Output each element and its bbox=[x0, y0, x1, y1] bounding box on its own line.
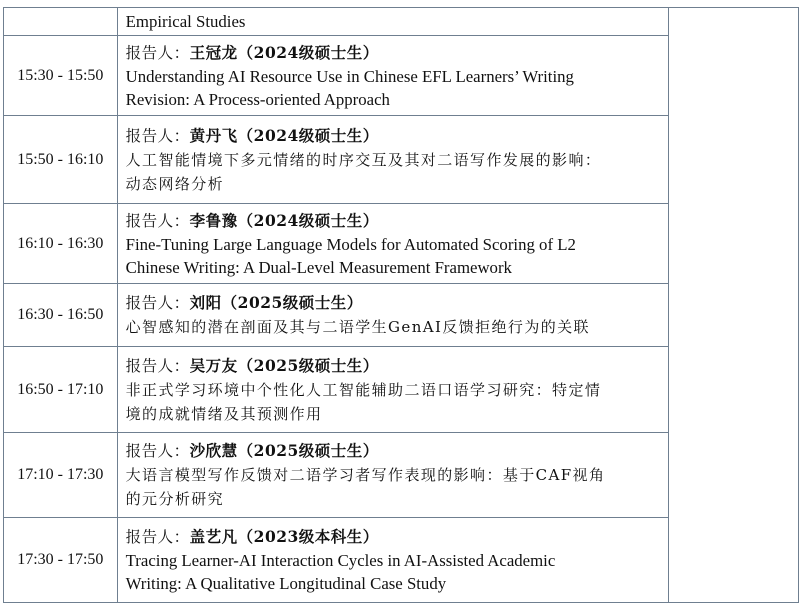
talk-title-line: Revision: A Process-oriented Approach bbox=[125, 89, 390, 109]
reporter-label: 报告人： bbox=[125, 528, 190, 546]
talk-title-line: Tracing Learner-AI Interaction Cycles in AI-Assisted Academic bbox=[125, 551, 556, 570]
reporter-line bbox=[126, 41, 668, 65]
talk-title-line: 境的成就情绪及其预测作用 bbox=[125, 404, 323, 423]
continued-title-fragment: Empirical Studies bbox=[125, 11, 246, 31]
schedule-table bbox=[3, 7, 799, 603]
time-cell-empty bbox=[4, 8, 118, 36]
talk-title-line: 的元分析研究 bbox=[125, 490, 225, 508]
time-slot: 16:30 - 16:50 bbox=[4, 284, 118, 347]
time-slot: 16:10 - 16:30 bbox=[4, 204, 118, 284]
reporter-label: 报告人： bbox=[125, 43, 190, 62]
reporter-name: 盖艺凡（2023级本科生） bbox=[189, 527, 379, 546]
talk-cell bbox=[117, 347, 668, 433]
talk-cell bbox=[117, 116, 668, 204]
time-slot: 17:10 - 17:30 bbox=[4, 433, 118, 518]
talk-cell bbox=[117, 433, 668, 518]
schedule-body bbox=[4, 8, 799, 603]
talk-cell bbox=[117, 284, 668, 347]
reporter-line bbox=[126, 124, 668, 148]
reporter-name: 王冠龙（2024级硕士生） bbox=[189, 42, 379, 62]
reporter-name: 黄丹飞（2024级硕士生） bbox=[189, 125, 379, 145]
reporter-label: 报告人： bbox=[125, 211, 190, 230]
time-slot: 17:30 - 17:50 bbox=[4, 518, 118, 603]
talk-title-line: 动态网络分析 bbox=[125, 174, 225, 193]
talk-cell bbox=[117, 518, 668, 603]
reporter-label: 报告人： bbox=[125, 356, 190, 375]
reporter-label: 报告人： bbox=[125, 294, 190, 312]
reporter-name: 李鲁豫（2024级硕士生） bbox=[189, 210, 379, 230]
table-row-continuation bbox=[4, 8, 799, 36]
time-slot: 16:50 - 17:10 bbox=[4, 347, 118, 433]
talk-title-line: 心智感知的潜在剖面及其与二语学生GenAI反馈拒绝行为的关联 bbox=[125, 318, 590, 336]
reporter-line bbox=[126, 439, 668, 463]
reporter-label: 报告人： bbox=[125, 442, 190, 460]
reporter-line bbox=[126, 354, 668, 378]
time-slot: 15:50 - 16:10 bbox=[4, 116, 118, 204]
talk-title-line: 大语言模型写作反馈对二语学习者写作表现的影响：基于CAF视角 bbox=[125, 466, 606, 484]
time-slot: 15:30 - 15:50 bbox=[4, 36, 118, 116]
reporter-name: 沙欣慧（2025级硕士生） bbox=[189, 441, 379, 460]
talk-title-line: Chinese Writing: A Dual-Level Measurement Framework bbox=[125, 257, 512, 277]
talk-title-line: Understanding AI Resource Use in Chinese EFL Learners’ Writing bbox=[125, 66, 574, 86]
reporter-name: 吴万友（2025级硕士生） bbox=[189, 355, 379, 375]
reporter-line bbox=[126, 209, 668, 233]
right-blank-column bbox=[668, 8, 798, 603]
talk-title-line: 非正式学习环境中个性化人工智能辅助二语口语学习研究：特定情 bbox=[125, 380, 602, 399]
talk-title-line: Fine-Tuning Large Language Models for Automated Scoring of L2 bbox=[125, 234, 576, 254]
reporter-label: 报告人： bbox=[125, 126, 190, 145]
talk-cell bbox=[117, 36, 668, 116]
reporter-name: 刘阳（2025级硕士生） bbox=[189, 293, 363, 312]
talk-title-line: 人工智能情境下多元情绪的时序交互及其对二语写作发展的影响： bbox=[125, 150, 602, 169]
talk-title-line: Writing: A Qualitative Longitudinal Case Study bbox=[125, 574, 447, 593]
talk-cell bbox=[117, 204, 668, 284]
reporter-line bbox=[126, 525, 668, 549]
talk-cell-continuation bbox=[117, 8, 668, 36]
reporter-line bbox=[126, 291, 668, 315]
